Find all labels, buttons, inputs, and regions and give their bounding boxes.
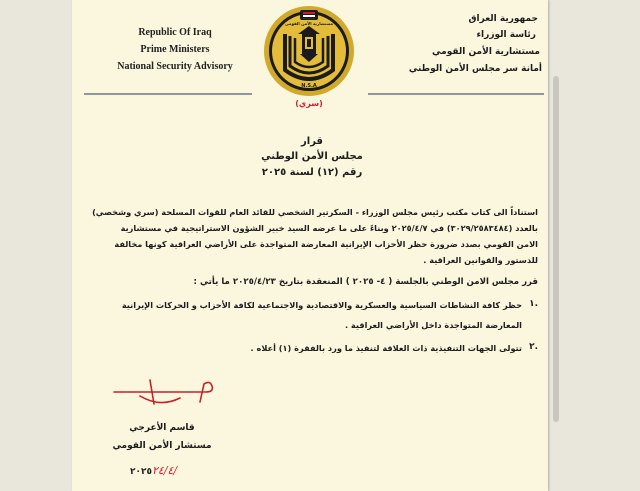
council-title: مجلس الأمن الوطني xyxy=(261,151,363,162)
para1-line-3: الامن القومي بصدد ضرورة حظر الأحزاب الإيرانية المعارضة المتواجدة على الأراضي العراقية كونها مخالفة xyxy=(114,239,538,249)
item-1-line-2: المعارضة المتواجدة داخل الأراضي العراقية . xyxy=(344,320,522,330)
signatory-title: مستشار الأمن القومي xyxy=(112,441,212,451)
document-page xyxy=(72,0,548,491)
para2-resolution: قرر مجلس الامن الوطني بالجلسة ( ٤- ٢٠٢٥ ) المنعقدة بتاريخ ٢٠٢٥/٤/٢٣ ما يأتي : xyxy=(193,277,538,287)
seal-top-text: مستشارية الأمن القومي xyxy=(285,21,333,26)
header-rule-right xyxy=(368,93,544,95)
signature-date xyxy=(130,459,210,475)
header-ar-line-4: أمانة سر مجلس الأمن الوطني xyxy=(408,64,542,74)
scrollbar-thumb[interactable] xyxy=(553,76,559,422)
header-rule-left xyxy=(84,93,252,95)
header-ar-line-1: جمهورية العراق xyxy=(468,14,538,24)
item-2-line-1: تتولى الجهات التنفيذية ذات العلاقة لتنفيذ ما ورد بالفقرة (١) أعلاه . xyxy=(250,343,522,353)
para1-line-4: للدستور والقوانين العراقية . xyxy=(423,255,538,265)
header-en-line-1: Republic Of Iraq xyxy=(138,27,212,38)
decision-title: قرار xyxy=(301,136,323,147)
date-printed-year: ٢٠٢٥ xyxy=(130,467,152,477)
item-1-number: ١. xyxy=(529,299,538,309)
seal-bottom-text: N.S.A xyxy=(301,83,317,89)
seal-emblem xyxy=(262,4,356,98)
header-en-line-2: Prime Ministers xyxy=(140,44,210,55)
para1-line-1: استناداً الى كتاب مكتب رئيس مجلس الوزراء - السكرتير الشخصي للقائد العام للقوات المسلحة (سري وشخصي) xyxy=(92,207,538,217)
signatory-name: قاسم الأعرجي xyxy=(129,423,195,433)
date-handwritten: ٢٤/٤/ xyxy=(151,464,178,477)
classification-label: (سري) xyxy=(295,99,323,108)
signature-scribble-icon xyxy=(110,374,220,412)
document-scrollbar[interactable] xyxy=(552,76,560,422)
item-1-line-1: حظر كافة النشاطات السياسية والعسكرية والاقتصادية والاجتماعية لكافة الأحزاب و الحركات الإيرانية xyxy=(121,300,522,310)
item-2-number: ٢. xyxy=(529,342,538,352)
header-ar-line-3: مستشارية الأمن القومي xyxy=(432,47,540,57)
para1-line-2: بالعدد (٣٠٢٩/٢٥٨٣٤٨٤) في ٢٠٢٥/٤/٧ وبناءً على ما عرضه السيد خبير الشؤون الاستراتيجية في مستشارية xyxy=(120,223,538,233)
header-ar-line-2: رئاسة الوزراء xyxy=(476,30,536,40)
header-en-line-3: National Security Advisory xyxy=(117,61,233,72)
decision-number: رقم (١٢) لسنة ٢٠٢٥ xyxy=(261,167,363,178)
